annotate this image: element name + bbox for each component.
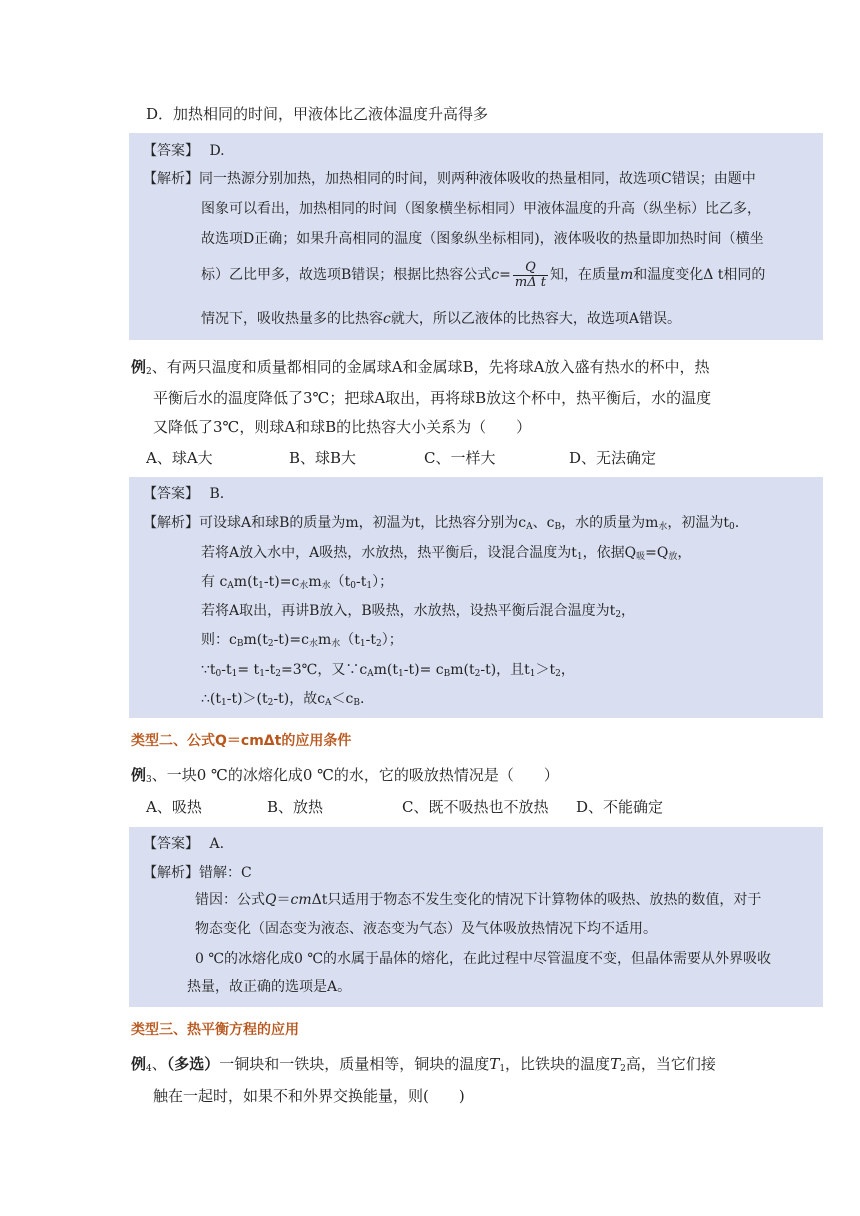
q3-option-b: B、放热 <box>267 798 324 816</box>
q4-line-2: 触在一起时，如果不和外界交换能量，则( ) <box>153 1087 465 1105</box>
analysis-line-2: 物态变化（固态变为液态、液态变为气态）及气体吸放热情况下均不适用。 <box>195 921 657 937</box>
analysis-line-3: 有 $c_Am(t_1-t)=c_水m_水(t_0-t_1)$； <box>201 574 394 591</box>
specific-heat-fraction: $\frac{Q}{\text{mΔ t}}$ <box>514 259 546 290</box>
analysis-line-1: 错因：公式Q＝cmΔt只适用于物态不发生变化的情况下计算物体的吸热、放热的数值，对于 <box>195 892 762 908</box>
analysis-line-4: 标）乙比甲多，故选项B错误；根据比热容公式c= $\frac{Q}{\text{mΔ t}}$ 知，在质量m和温度变化Δ t相同的 <box>201 259 766 290</box>
q2-option-b: B、球B大 <box>289 449 357 467</box>
multi-select-tag: （多选） <box>166 1055 220 1073</box>
answer-value: A. <box>209 836 225 852</box>
analysis-line-3: 故选项D正确；如果升高相同的温度（图象纵坐标相同)，液体吸收的热量即加热时间（横坐 <box>201 231 764 247</box>
q2-line-1: 例$_2$、有两只温度和质量都相同的金属球A和金属球B，先将球A放入盛有热水的杯中，热 <box>131 358 710 377</box>
analysis-line-4: 热量，故正确的选项是A。 <box>187 979 352 995</box>
answer-label: 【答案】 <box>143 836 199 852</box>
q4-line-1: 例$_4$、（多选）一铜块和一铁块，质量相等，铜块的温度$T_1$，比铁块的温度$T_2$高，当它们接 <box>131 1055 716 1074</box>
answer-value: B. <box>209 486 225 502</box>
section-heading-type2: 类型二、公式Q＝cmΔt的应用条件 <box>131 733 352 749</box>
q2-option-a: A、球A大 <box>146 449 213 467</box>
wrong-answer: 错解：C <box>199 865 252 881</box>
analysis-row <box>143 169 756 189</box>
section-heading-type3: 类型三、热平衡方程的应用 <box>131 1022 299 1038</box>
analysis-label: 【解析】 <box>143 171 199 187</box>
analysis-line-5: 则：$c_Bm(t_2-t)=c_水m_水(t_1-t_2)$； <box>201 632 403 649</box>
answer-label: 【答案】 <box>143 143 199 159</box>
q2-line-3: 又降低了3℃，则球A和球B的比热容大小关系为（ ） <box>153 418 532 436</box>
q1-option-d: D．加热相同的时间，甲液体比乙液体温度升高得多 <box>146 105 489 123</box>
q3-option-d: D、不能确定 <box>576 798 664 816</box>
analysis-line-7: $\therefore(t_1-t)>(t_2-t)$，故$c_A<c_B$. <box>201 691 365 708</box>
analysis-label: 【解析】 <box>143 515 199 531</box>
analysis-line-5: 情况下，吸收热量多的比热容c就大，所以乙液体的比热容大，故选项A错误。 <box>201 311 681 327</box>
example-label: 例 <box>131 1055 147 1073</box>
q2-option-c: C、一样大 <box>424 449 496 467</box>
answer-row <box>143 484 224 504</box>
analysis-label: 【解析】 <box>143 865 199 881</box>
answer-row <box>143 834 224 854</box>
explanation-box-3 <box>129 827 823 1007</box>
q2-option-d: D、无法确定 <box>569 449 657 467</box>
q3-line-1: 例$_3$、一块0 ℃的冰熔化成0 ℃的水，它的吸放热情况是（ ） <box>131 766 559 785</box>
answer-row <box>143 141 225 161</box>
answer-label: 【答案】 <box>143 486 199 502</box>
analysis-line-1: 【解析】可设球A和球B的质量为m，初温为t，比热容分别为$c_A$、$c_B$，水的质量为$m_水$，初温为$t_0$. <box>143 515 740 532</box>
analysis-line-2: 若将A放入水中，A吸热，水放热，热平衡后，设混合温度为$t_1$，依据$Q_吸=Q_放$， <box>201 545 692 562</box>
example-label: 例 <box>131 358 147 376</box>
analysis-line-1: 同一热源分别加热，加热相同的时间，则两种液体吸收的热量相同，故选项C错误；由题中 <box>199 171 756 187</box>
analysis-line-4: 若将A取出，再讲B放入，B吸热，水放热，设热平衡后混合温度为$t_2$， <box>201 603 636 620</box>
q2-line-2: 平衡后水的温度降低了3℃；把球A取出，再将球B放这个杯中，热平衡后，水的温度 <box>153 389 712 407</box>
analysis-line-3: 0 ℃的冰熔化成0 ℃的水属于晶体的熔化，在此过程中尽管温度不变，但晶体需要从外界吸收 <box>195 951 772 967</box>
analysis-line-6: $\because t_0-t_1=$ $t_1-t_2=3℃$，又$\because c_Am(t_1-t)= c_Bm(t_2-t)$，且$t_1>t_2$， <box>201 662 575 679</box>
answer-value: D. <box>209 143 225 159</box>
q3-option-a: A、吸热 <box>146 798 202 816</box>
q3-option-c: C、既不吸热也不放热 <box>402 798 549 816</box>
explanation-box-2 <box>129 477 823 718</box>
explanation-box-1 <box>129 133 823 340</box>
example-label: 例 <box>131 766 147 784</box>
analysis-line-2: 图象可以看出，加热相同的时间（图象横坐标相同）甲液体温度的升高（纵坐标）比乙多， <box>201 201 761 217</box>
analysis-row <box>143 863 252 883</box>
